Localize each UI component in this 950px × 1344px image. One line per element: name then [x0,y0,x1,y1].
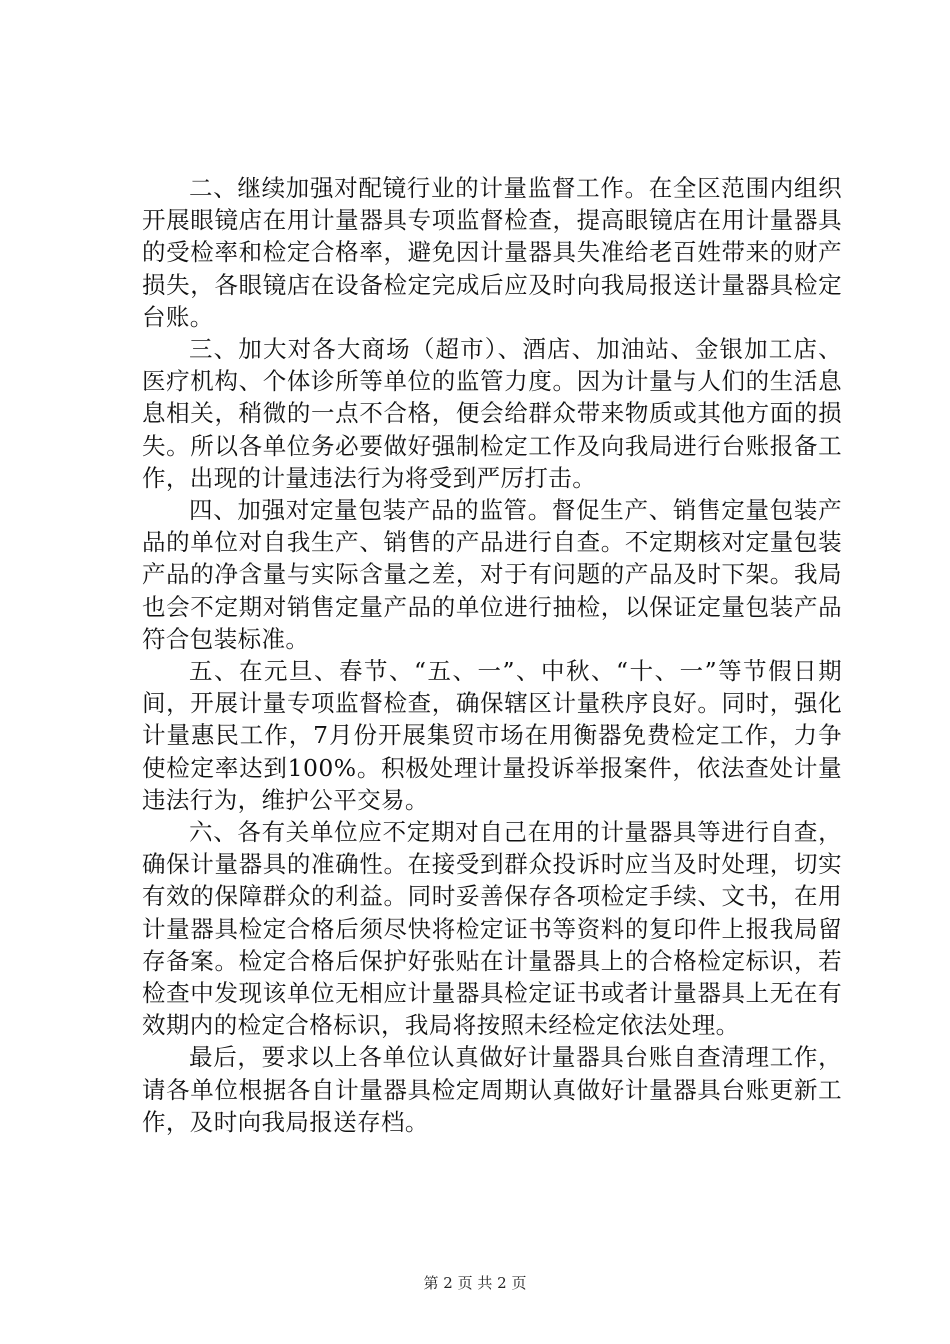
paragraph-metering-businesses: 三、加大对各大商场（超市）、酒店、加油站、金银加工店、医疗机构、个体诊所等单位的监管力度。因为计量与人们的生活息息相关，稍微的一点不合格，便会给群众带来物质或其他方面的损失。所以各单位务必要做好强制检定工作及向我局进行台账报备工作，出现的计量违法行为将受到严厉打击。 [142,335,842,492]
document-body [142,172,842,1138]
paragraph-metering-eyewear: 二、继续加强对配镜行业的计量监督工作。在全区范围内组织开展眼镜店在用计量器具专项监督检查，提高眼镜店在用计量器具的受检率和检定合格率，避免因计量器具失准给老百姓带来的财产损失，各眼镜店在设备检定完成后应及时向我局报送计量器具检定台账。 [142,174,842,331]
paragraph-packaged-products: 四、加强对定量包装产品的监管。督促生产、销售定量包装产品的单位对自我生产、销售的产品进行自查。不定期核对定量包装产品的净含量与实际含量之差，对于有问题的产品及时下架。我局也会不定期对销售定量产品的单位进行抽检，以保证定量包装产品符合包装标准。 [142,496,842,653]
paragraph-holiday-inspections: 五、在元旦、春节、“五、一”、中秋、“十、一”等节假日期间，开展计量专项监督检查，确保辖区计量秩序良好。同时，强化计量惠民工作，7月份开展集贸市场在用衡器免费检定工作，力争使检定率达到100%。积极处理计量投诉举报案件，依法查处计量违法行为，维护公平交易。 [142,657,842,814]
page-number-footer: 第 2 页 共 2 页 [423,1274,527,1292]
paragraph-closing: 最后，要求以上各单位认真做好计量器具台账自查清理工作，请各单位根据各自计量器具检定周期认真做好计量器具台账更新工作，及时向我局报送存档。 [142,1043,842,1136]
paragraph-self-inspection: 六、各有关单位应不定期对自己在用的计量器具等进行自查，确保计量器具的准确性。在接受到群众投诉时应当及时处理，切实有效的保障群众的利益。同时妥善保存各项检定手续、文书，在用计量器具检定合格后须尽快将检定证书等资料的复印件上报我局留存备案。检定合格后保护好张贴在计量器具上的合格检定标识，若检查中发现该单位无相应计量器具检定证书或者计量器具上无在有效期内的检定合格标识，我局将按照未经检定依法处理。 [142,818,842,1040]
